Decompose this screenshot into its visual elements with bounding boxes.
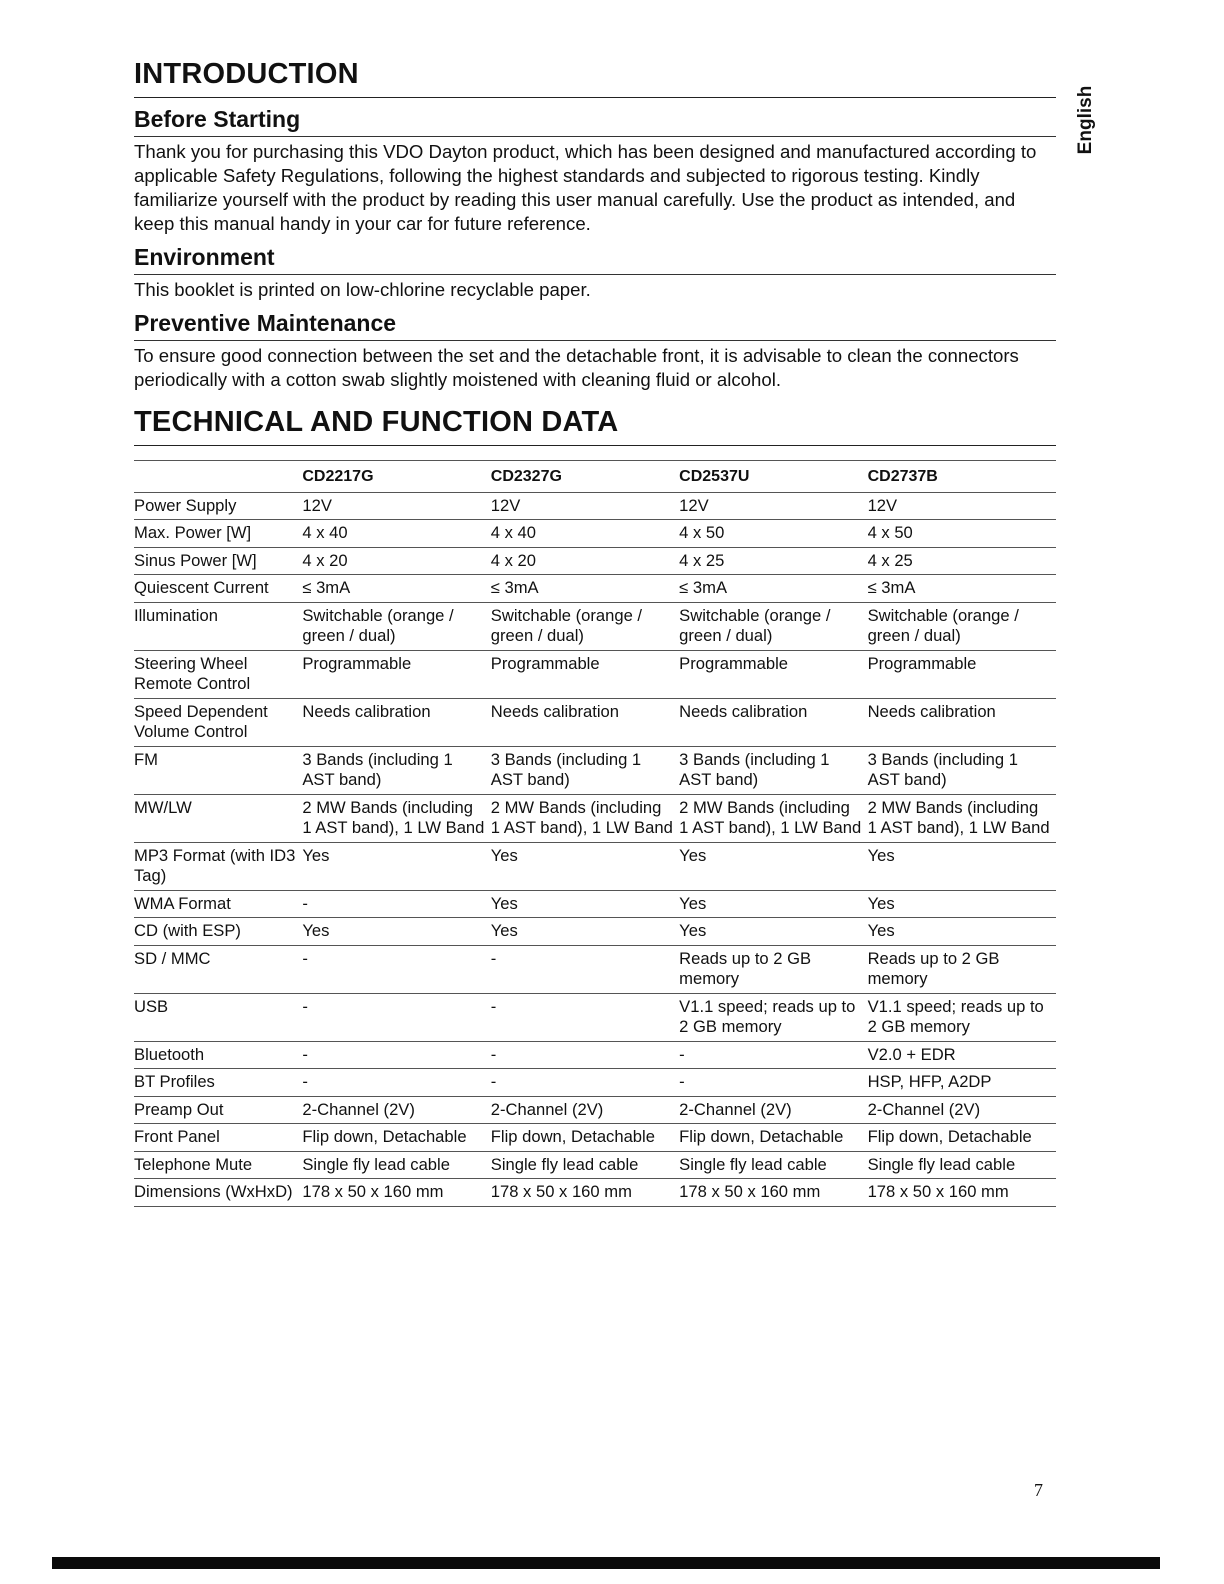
- model-header: CD2327G: [491, 461, 679, 493]
- spec-label: Preamp Out: [134, 1096, 302, 1124]
- spec-value: 2 MW Bands (including 1 AST band), 1 LW Band: [679, 794, 867, 842]
- spec-value: Programmable: [679, 650, 867, 698]
- spec-value: 4 x 50: [868, 520, 1056, 548]
- spec-label: MP3 Format (with ID3 Tag): [134, 842, 302, 890]
- spec-value: Flip down, Detachable: [679, 1124, 867, 1152]
- spec-row: [134, 520, 1056, 548]
- spec-value: Single fly lead cable: [302, 1151, 490, 1179]
- spec-label: FM: [134, 746, 302, 794]
- spec-label: MW/LW: [134, 794, 302, 842]
- spec-value: 4 x 40: [491, 520, 679, 548]
- language-tab: [1070, 78, 1102, 162]
- section-heading: Before Starting: [134, 106, 1056, 137]
- spec-row: [134, 918, 1056, 946]
- spec-value: HSP, HFP, A2DP: [868, 1069, 1056, 1097]
- spec-value: -: [491, 1041, 679, 1069]
- spec-value: Needs calibration: [491, 698, 679, 746]
- spec-row: [134, 575, 1056, 603]
- spec-label: Telephone Mute: [134, 1151, 302, 1179]
- page-bottom-bar: [52, 1557, 1160, 1569]
- page-number: 7: [1034, 1480, 1043, 1500]
- spec-label: Illumination: [134, 602, 302, 650]
- spec-value: Switchable (orange / green / dual): [679, 602, 867, 650]
- spec-value: Programmable: [868, 650, 1056, 698]
- spec-value: 178 x 50 x 160 mm: [302, 1179, 490, 1207]
- spec-value: Switchable (orange / green / dual): [868, 602, 1056, 650]
- spec-value: 178 x 50 x 160 mm: [868, 1179, 1056, 1207]
- spec-value: -: [302, 1041, 490, 1069]
- spec-value: Programmable: [491, 650, 679, 698]
- spec-value: Yes: [491, 890, 679, 918]
- spec-value: 2-Channel (2V): [868, 1096, 1056, 1124]
- spec-value: Needs calibration: [868, 698, 1056, 746]
- spec-value: 3 Bands (including 1 AST band): [491, 746, 679, 794]
- spec-value: Yes: [868, 890, 1056, 918]
- spec-value: Yes: [491, 918, 679, 946]
- spec-row: [134, 547, 1056, 575]
- spec-value: 178 x 50 x 160 mm: [491, 1179, 679, 1207]
- spec-label: Steering Wheel Remote Control: [134, 650, 302, 698]
- spec-value: -: [302, 1069, 490, 1097]
- spec-row: [134, 650, 1056, 698]
- spec-row: [134, 746, 1056, 794]
- spec-value: Flip down, Detachable: [302, 1124, 490, 1152]
- spec-value: Single fly lead cable: [491, 1151, 679, 1179]
- spec-value: V1.1 speed; reads up to 2 GB memory: [868, 993, 1056, 1041]
- spec-value: 178 x 50 x 160 mm: [679, 1179, 867, 1207]
- spec-value: Switchable (orange / green / dual): [302, 602, 490, 650]
- spec-value: Flip down, Detachable: [868, 1124, 1056, 1152]
- spec-value: Yes: [679, 918, 867, 946]
- spec-label: Power Supply: [134, 492, 302, 520]
- section-heading: Preventive Maintenance: [134, 310, 1056, 341]
- section-environment: [134, 244, 1056, 302]
- spec-value: 3 Bands (including 1 AST band): [302, 746, 490, 794]
- spec-value: Switchable (orange / green / dual): [491, 602, 679, 650]
- spec-value: Single fly lead cable: [868, 1151, 1056, 1179]
- spec-label: Max. Power [W]: [134, 520, 302, 548]
- spec-value: -: [679, 1041, 867, 1069]
- spec-label: CD (with ESP): [134, 918, 302, 946]
- spec-row: [134, 1096, 1056, 1124]
- spec-value: Reads up to 2 GB memory: [868, 945, 1056, 993]
- spec-value: Single fly lead cable: [679, 1151, 867, 1179]
- spec-label: BT Profiles: [134, 1069, 302, 1097]
- spec-value: -: [302, 945, 490, 993]
- spec-row: [134, 1179, 1056, 1207]
- spec-value: Programmable: [302, 650, 490, 698]
- model-header: CD2537U: [679, 461, 867, 493]
- spec-label: SD / MMC: [134, 945, 302, 993]
- spec-value: Yes: [868, 918, 1056, 946]
- spec-label: Sinus Power [W]: [134, 547, 302, 575]
- spec-row: [134, 842, 1056, 890]
- spec-value: ≤ 3mA: [302, 575, 490, 603]
- spec-value: 4 x 25: [868, 547, 1056, 575]
- spec-row: [134, 1151, 1056, 1179]
- spec-value: 2 MW Bands (including 1 AST band), 1 LW Band: [302, 794, 490, 842]
- language-tab-label: English: [1075, 85, 1096, 155]
- spec-value: V1.1 speed; reads up to 2 GB memory: [679, 993, 867, 1041]
- introduction-title: INTRODUCTION: [134, 58, 1056, 98]
- spec-value: 3 Bands (including 1 AST band): [679, 746, 867, 794]
- spec-value: -: [491, 945, 679, 993]
- spec-value: 2-Channel (2V): [491, 1096, 679, 1124]
- spec-value: 2 MW Bands (including 1 AST band), 1 LW Band: [868, 794, 1056, 842]
- spec-value: 4 x 25: [679, 547, 867, 575]
- spec-value: Reads up to 2 GB memory: [679, 945, 867, 993]
- spec-row: [134, 890, 1056, 918]
- spec-row: [134, 492, 1056, 520]
- spec-value: 2-Channel (2V): [302, 1096, 490, 1124]
- spec-label: WMA Format: [134, 890, 302, 918]
- section-heading: Environment: [134, 244, 1056, 275]
- spec-label: Speed Dependent Volume Control: [134, 698, 302, 746]
- section-preventive-maintenance: [134, 310, 1056, 392]
- spec-value: Yes: [302, 918, 490, 946]
- section-text: Thank you for purchasing this VDO Dayton product, which has been designed and manufactured according to applicable Safety Regulations, following the highest standards and subjected to rigorous testing. Kindly familiarize yourself with the product by reading this user manual carefully. Use the product as intended, and keep this manual handy in your car for future reference.: [134, 141, 1037, 234]
- spec-row: [134, 698, 1056, 746]
- spec-row: [134, 1041, 1056, 1069]
- spec-value: Needs calibration: [679, 698, 867, 746]
- spec-value: 12V: [302, 492, 490, 520]
- spec-value: Yes: [679, 842, 867, 890]
- model-header: CD2737B: [868, 461, 1056, 493]
- spec-row: [134, 602, 1056, 650]
- spec-label: USB: [134, 993, 302, 1041]
- spec-label: Bluetooth: [134, 1041, 302, 1069]
- spec-value: -: [302, 993, 490, 1041]
- section-text: To ensure good connection between the set and the detachable front, it is advisable to clean the connectors periodically with a cotton swab slightly moistened with cleaning fluid or alcohol.: [134, 345, 1019, 390]
- spec-value: Yes: [302, 842, 490, 890]
- spec-value: ≤ 3mA: [491, 575, 679, 603]
- manual-page: [134, 58, 1056, 1207]
- spec-value: 12V: [679, 492, 867, 520]
- spec-value: -: [302, 890, 490, 918]
- spec-row: [134, 794, 1056, 842]
- spec-label: Quiescent Current: [134, 575, 302, 603]
- spec-value: Needs calibration: [302, 698, 490, 746]
- spec-value: 4 x 50: [679, 520, 867, 548]
- spec-value: ≤ 3mA: [679, 575, 867, 603]
- spec-value: 4 x 40: [302, 520, 490, 548]
- spec-header-blank: [134, 461, 302, 493]
- model-header: CD2217G: [302, 461, 490, 493]
- spec-value: 4 x 20: [491, 547, 679, 575]
- spec-label: Dimensions (WxHxD): [134, 1179, 302, 1207]
- spec-value: Flip down, Detachable: [491, 1124, 679, 1152]
- spec-value: Yes: [679, 890, 867, 918]
- spec-row: [134, 993, 1056, 1041]
- spec-row: [134, 945, 1056, 993]
- spec-value: -: [491, 993, 679, 1041]
- spec-value: Yes: [868, 842, 1056, 890]
- spec-value: V2.0 + EDR: [868, 1041, 1056, 1069]
- spec-value: ≤ 3mA: [868, 575, 1056, 603]
- spec-header-row: [134, 461, 1056, 493]
- spec-value: 2-Channel (2V): [679, 1096, 867, 1124]
- spec-value: -: [679, 1069, 867, 1097]
- spec-value: 12V: [491, 492, 679, 520]
- section-text: This booklet is printed on low-chlorine recyclable paper.: [134, 279, 591, 300]
- spec-value: 12V: [868, 492, 1056, 520]
- spec-row: [134, 1069, 1056, 1097]
- spec-value: 4 x 20: [302, 547, 490, 575]
- spec-value: 2 MW Bands (including 1 AST band), 1 LW Band: [491, 794, 679, 842]
- spec-label: Front Panel: [134, 1124, 302, 1152]
- section-before-starting: [134, 106, 1056, 236]
- spec-value: -: [491, 1069, 679, 1097]
- spec-value: 3 Bands (including 1 AST band): [868, 746, 1056, 794]
- spec-value: Yes: [491, 842, 679, 890]
- spec-row: [134, 1124, 1056, 1152]
- technical-data-title: TECHNICAL AND FUNCTION DATA: [134, 406, 1056, 446]
- spec-table: [134, 460, 1056, 1207]
